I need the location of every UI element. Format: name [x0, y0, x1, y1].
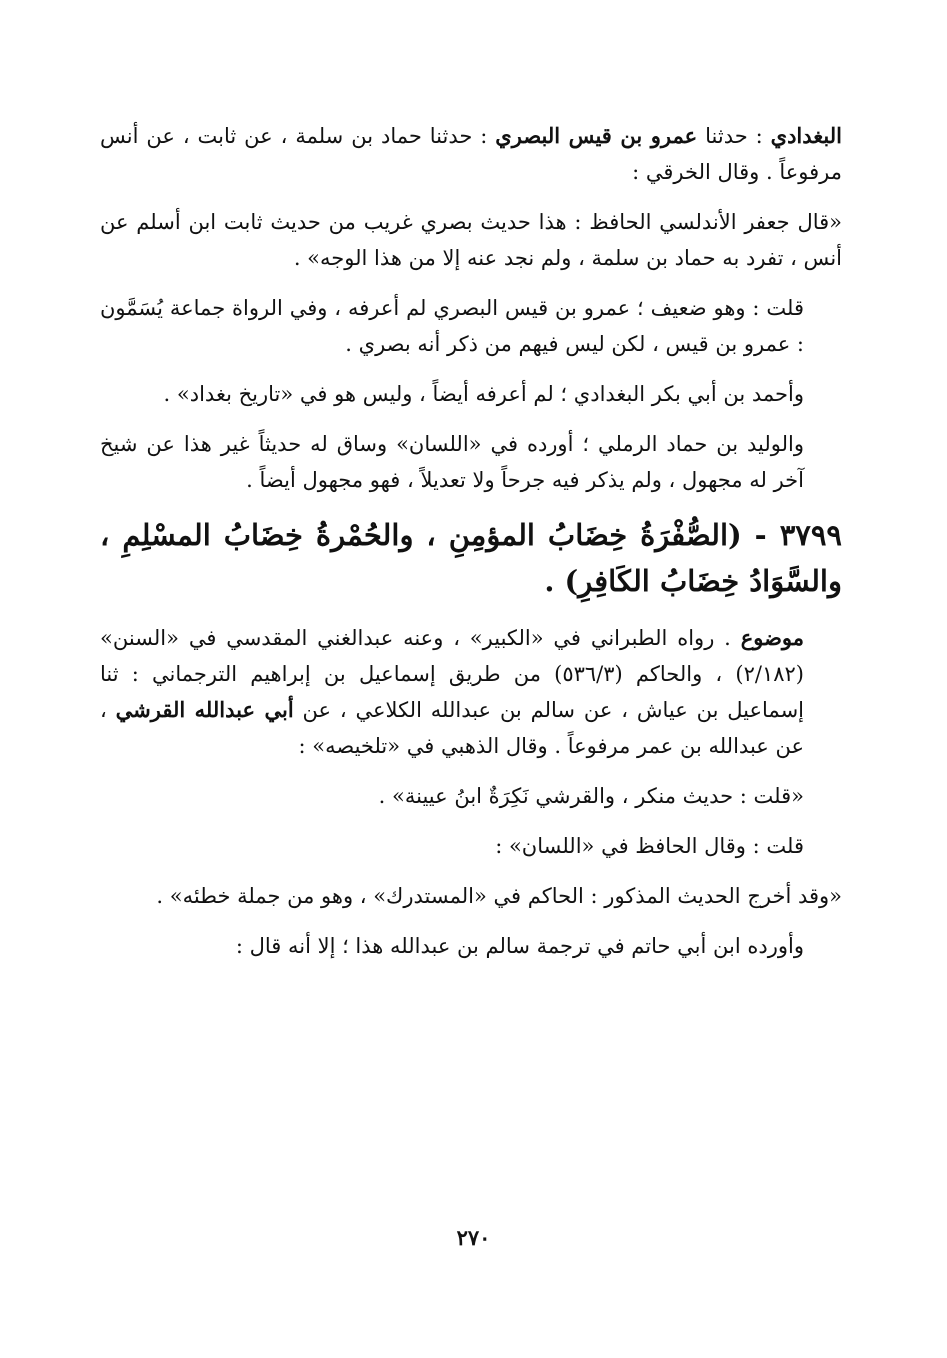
paragraph-hakim-quote: «وقد أخرج الحديث المذكور : الحاكم في «المستدرك» ، وهو من جملة خطئه» . — [156, 884, 842, 908]
paragraph-dhahabi-quote: «قلت : حديث منكر ، والقرشي نَكِرَةٌ ابنُ عيينة» . — [378, 784, 804, 808]
paragraph-ibn-abi-hatim: وأورده ابن أبي حاتم في ترجمة سالم بن عبدالله هذا ؛ إلا أنه قال : — [235, 934, 804, 958]
hadith-heading: ٣٧٩٩ - (الصُّفْرَةُ خِضَابُ المؤمِنِ ، والحُمْرةُ خِضَابُ المسْلِمِ ، والسَّوَادُ خِضَابُ الكَافِرِ) . — [100, 518, 842, 598]
paragraph-isnad — [100, 118, 842, 190]
verdict-label: موضوع — [740, 625, 804, 650]
paragraph-walid: والوليد بن حماد الرملي ؛ أورده في «اللسان» وساق له حديثاً غير هذا عن شيخ آخر له مجهول ، ولم يذكر فيه جرحاً ولا تعديلاً ، فهو مجهول أيضاً . — [100, 432, 804, 492]
paragraph-hafiz: قلت : وقال الحافظ في «اللسان» : — [495, 834, 804, 858]
paragraph-text: : حدثنا حماد بن سلمة ، عن ثابت ، عن أنس مرفوعاً . وقال الخرقي : — [100, 124, 842, 184]
paragraph-amr-weak: قلت : وهو ضعيف ؛ عمرو بن قيس البصري لم أعرفه ، وفي الرواة جماعة يُسَمَّون : عمرو بن قيس ، لكن ليس فيهم من ذكر أنه بصري . — [100, 296, 804, 356]
bold-name-baghdadi: البغدادي — [770, 123, 842, 148]
page-number: ٢٧٠ — [456, 1225, 491, 1250]
bold-name-qurashi: أبي عبدالله القرشي — [115, 697, 294, 722]
paragraph-quote-jafar: «قال جعفر الأندلسي الحافظ : هذا حديث بصري غريب من حديث ثابت ابن أسلم عن أنس ، تفرد به حماد بن سلمة ، ولم نجد عنه إلا من هذا الوجه» . — [100, 210, 842, 270]
page-body — [100, 118, 842, 978]
paragraph-ahmad: وأحمد بن أبي بكر البغدادي ؛ لم أعرفه أيضاً ، وليس هو في «تاريخ بغداد» . — [163, 382, 804, 406]
paragraph-text: : حدثنا — [697, 124, 771, 148]
paragraph-text: ، عن عبدالله بن عمر مرفوعاً . وقال الذهبي في «تلخيصه» : — [100, 698, 804, 758]
paragraph-mawdu — [100, 620, 842, 764]
paragraph-text: . رواه الطبراني في «الكبير» ، وعنه عبدالغني المقدسي في «السنن» (٢/١٨٢) ، والحاكم (٥٣٦/٣) من طريق إسماعيل بن إبراهيم الترجماني : ثنا إسماعيل بن عياش ، عن سالم بن عبدالله الكلاعي ، عن — [100, 626, 805, 722]
bold-name-amr: عمرو بن قيس البصري — [495, 123, 698, 148]
